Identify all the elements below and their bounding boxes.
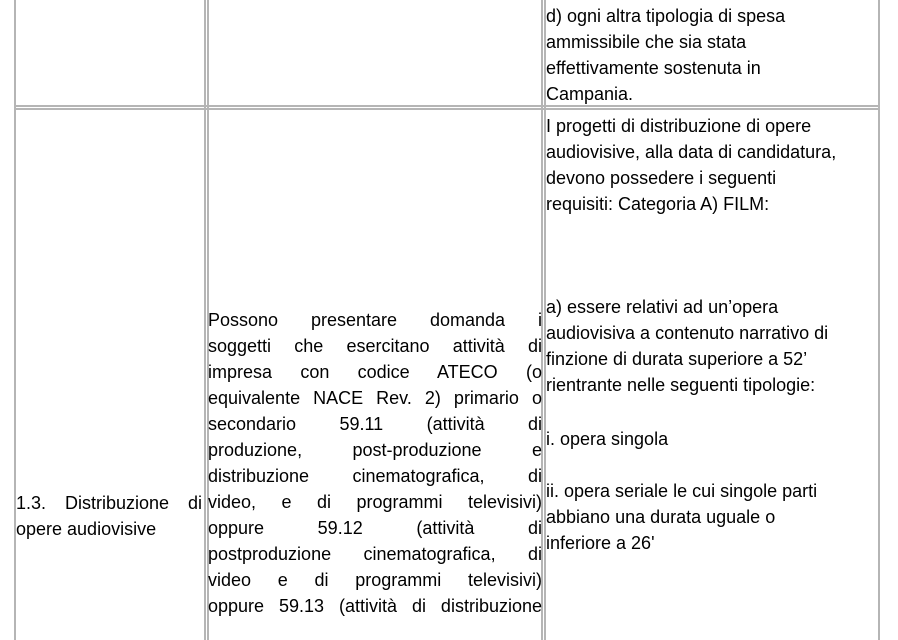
text-line: ammissibile che sia stata xyxy=(546,32,747,52)
text-line: video e di programmi televisivi) xyxy=(208,570,542,590)
text-line: 1.3. Distribuzione di xyxy=(16,493,202,513)
text-line: opere audiovisive xyxy=(16,519,157,539)
text-line: audiovisive, alla data di candidatura, xyxy=(546,142,837,162)
text-line: secondario 59.11 (attività di xyxy=(208,414,542,434)
row-divider-b xyxy=(14,108,880,110)
text-line: Campania. xyxy=(546,84,634,104)
text-line: postproduzione cinematografica, di xyxy=(208,544,542,564)
text-line: i. opera singola xyxy=(546,429,669,449)
text-line: abbiano una durata uguale o xyxy=(546,507,776,527)
text-line: a) essere relativi ad un’opera xyxy=(546,297,779,317)
text-line: ii. opera seriale le cui singole parti xyxy=(546,481,818,501)
row2-col3-item-ii xyxy=(546,478,817,556)
text-line: video, e di programmi televisivi) xyxy=(208,492,542,512)
row2-col1-text xyxy=(16,490,202,542)
text-line: Possono presentare domanda i xyxy=(208,310,542,330)
text-line: equivalente NACE Rev. 2) primario o xyxy=(208,388,542,408)
table-border-left xyxy=(14,0,16,640)
text-line: d) ogni altra tipologia di spesa xyxy=(546,6,786,26)
text-line: oppure 59.12 (attività di xyxy=(208,518,542,538)
text-line: impresa con codice ATECO (o xyxy=(208,362,542,382)
text-line: rientrante nelle seguenti tipologie: xyxy=(546,375,816,395)
table-border-right xyxy=(878,0,880,640)
text-line: produzione, post-produzione e xyxy=(208,440,542,460)
row1-col3-text xyxy=(546,3,785,107)
text-line: inferiore a 26' xyxy=(546,533,655,553)
row2-col3-item-i xyxy=(546,426,668,452)
text-line: requisiti: Categoria A) FILM: xyxy=(546,194,770,214)
text-line: audiovisiva a contenuto narrativo di xyxy=(546,323,829,343)
text-line: oppure 59.13 (attività di distribuzione xyxy=(208,596,542,616)
text-line: distribuzione cinematografica, di xyxy=(208,466,542,486)
text-line: finzione di durata superiore a 52’ xyxy=(546,349,808,369)
text-line: soggetti che esercitano attività di xyxy=(208,336,542,356)
row2-col3-intro xyxy=(546,113,836,217)
row2-col2-text xyxy=(208,307,542,619)
text-line: I progetti di distribuzione di opere xyxy=(546,116,812,136)
row2-col3-requirement-a xyxy=(546,294,828,398)
text-line: effettivamente sostenuta in xyxy=(546,58,761,78)
text-line: devono possedere i seguenti xyxy=(546,168,777,188)
column-divider-1 xyxy=(204,0,206,640)
